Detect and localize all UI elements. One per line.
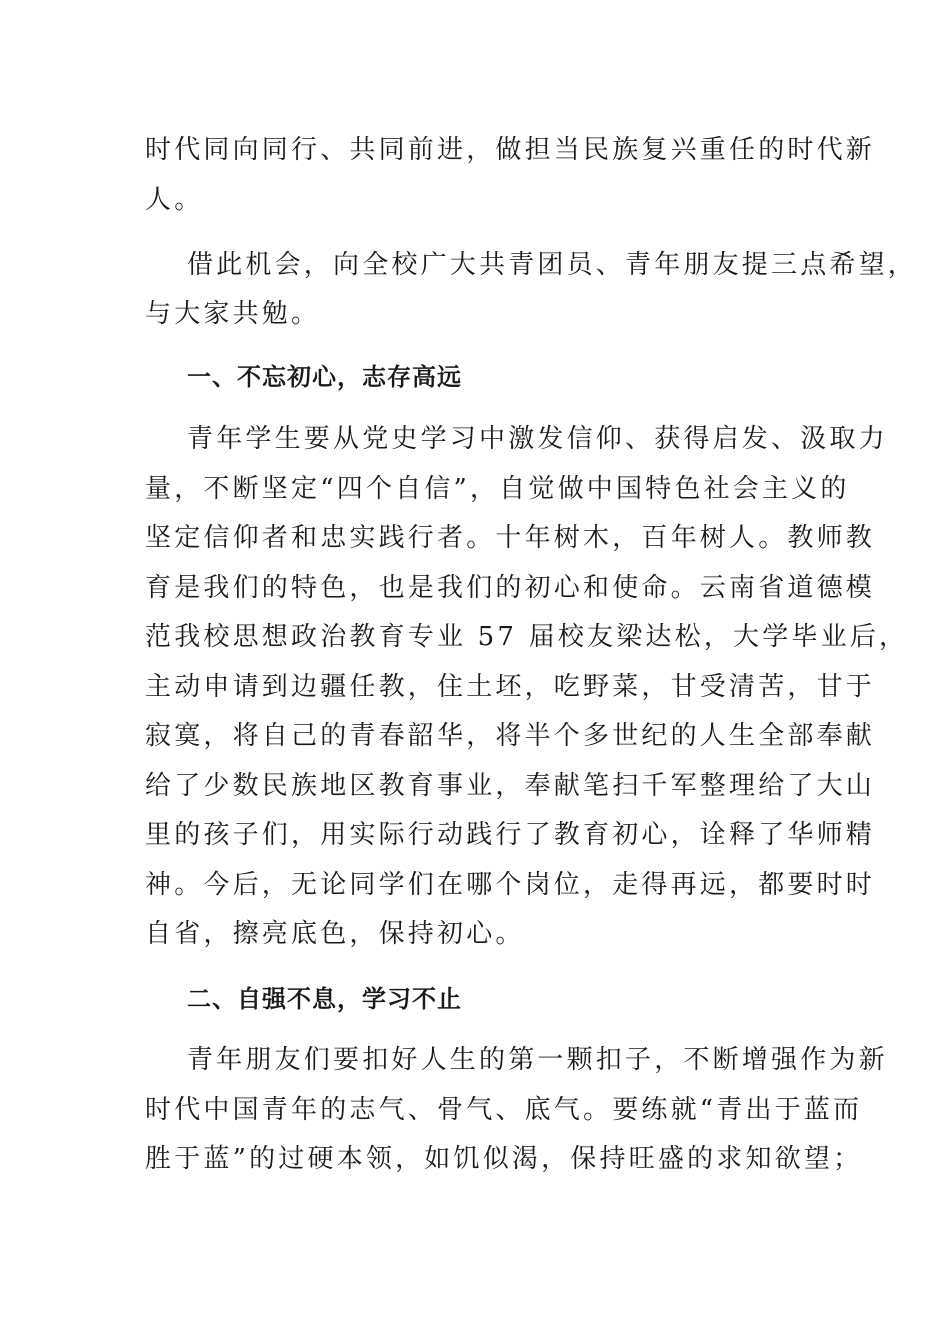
section-heading-2: 二、自强不息，学习不止 [187,985,462,1013]
section-heading-1: 一、不忘初心，志存高远 [187,363,462,391]
paragraph-line: 青年朋友们要扣好人生的第一颗扣子，不断增强作为新 [187,1045,888,1075]
paragraph-line: 人。 [145,185,204,215]
paragraph-line: 胜于蓝”的过硬本领，如饥似渴，保持旺盛的求知欲望； [145,1144,863,1174]
paragraph-line: 主动申请到边疆任教，住土坯，吃野菜，甘受清苦，甘于 [145,672,876,702]
paragraph-line: 时代同向同行、共同前进，做担当民族复兴重任的时代新 [145,135,876,165]
paragraph-line: 寂寞，将自己的青春韶华，将半个多世纪的人生全部奉献 [145,721,876,751]
paragraph-line: 里的孩子们，用实际行动践行了教育初心，诠释了华师精 [145,820,876,850]
paragraph-line: 借此机会，向全校广大共青团员、青年朋友提三点希望， [187,250,918,280]
paragraph-line: 范我校思想政治教育专业 57 届校友梁达松，大学毕业后， [145,622,909,652]
paragraph-line: 与大家共勉。 [145,299,321,329]
paragraph-line: 给了少数民族地区教育事业，奉献笔扫千军整理给了大山 [145,771,876,801]
paragraph-line: 坚定信仰者和忠实践行者。十年树木，百年树人。教师教 [145,523,876,553]
paragraph-line: 育是我们的特色，也是我们的初心和使命。云南省道德模 [145,573,876,603]
paragraph-line: 时代中国青年的志气、骨气、底气。要练就“青出于蓝而 [145,1095,863,1125]
paragraph-line: 神。今后，无论同学们在哪个岗位，走得再远，都要时时 [145,870,876,900]
paragraph-line: 自省，擦亮底色，保持初心。 [145,919,525,949]
paragraph-line: 青年学生要从党史学习中激发信仰、获得启发、汲取力 [187,424,888,454]
paragraph-line: 量，不断坚定“四个自信”，自觉做中国特色社会主义的 [145,474,850,504]
